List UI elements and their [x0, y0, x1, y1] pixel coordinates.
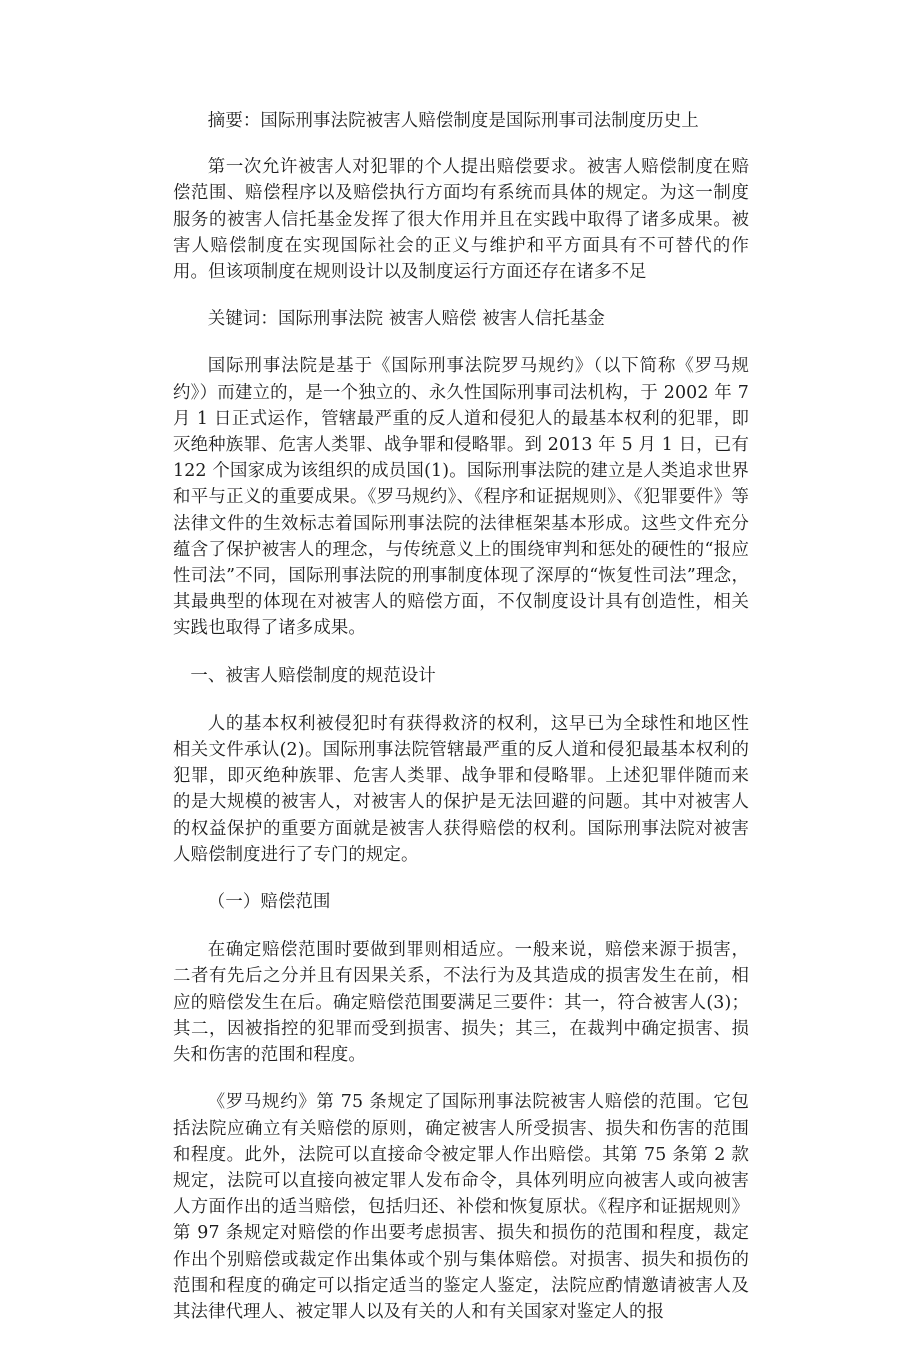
subsection-one-body-paragraph: 在确定赔偿范围时要做到罪则相适应。一般来说，赔偿来源于损害，二者有先后之分并且有因果关系，不法行为及其造成的损害发生在前，相应的赔偿发生在后。确定赔偿范围要满足三要件：其一，符合被害人(3)；其二，因被指控的犯罪而受到损害、损失；其三，在裁判中确定损害、损失和伤害的范围和程度。	[173, 940, 749, 1066]
abstract-body-paragraph: 第一次允许被害人对犯罪的个人提出赔偿要求。被害人赔偿制度在赔偿范围、赔偿程序以及赔偿执行方面均有系统而具体的规定。为这一制度服务的被害人信托基金发挥了很大作用并且在实践中取得了诸多成果。被害人赔偿制度在实现国际社会的正义与维护和平方面具有不可替代的作用。但该项制度在规则设计以及制度运行方面还存在诸多不足	[173, 157, 749, 283]
document-text-column	[173, 108, 749, 1346]
subsection-one-body-paragraph-two: 《罗马规约》第 75 条规定了国际刑事法院被害人赔偿的范围。它包括法院应确立有关赔偿的原则，确定被害人所受损害、损失和伤害的范围和程度。此外，法院可以直接命令被定罪人作出赔偿。其第 75 条第 2 款规定，法院可以直接向被定罪人发布命令，具体列明应向被害人或向被害人方面作出的适当赔偿，包括归还、补偿和恢复原状。《程序和证据规则》第 97 条规定对赔偿的作出要考虑损害、损失和损伤的范围和程度，裁定作出个别赔偿或裁定作出集体或个别与集体赔偿。对损害、损失和损伤的范围和程度的确定可以指定适当的鉴定人鉴定，法院应酌情邀请被害人及其法律代理人、被定罪人以及有关的人和有关国家对鉴定人的报	[173, 1092, 749, 1322]
keywords-line: 关键词：国际刑事法院 被害人赔偿 被害人信托基金	[207, 309, 606, 330]
section-heading-one: 一、被害人赔偿制度的规范设计	[190, 665, 436, 686]
section-one-body-paragraph: 人的基本权利被侵犯时有获得救济的权利，这早已为全球性和地区性相关文件承认(2)。国际刑事法院管辖最严重的反人道和侵犯最基本权利的犯罪，即灭绝种族罪、危害人类罪、战争罪和侵略罪。上述犯罪伴随而来的是大规模的被害人，对被害人的保护是无法回避的问题。其中对被害人的权益保护的重要方面就是被害人获得赔偿的权利。国际刑事法院对被害人赔偿制度进行了专门的规定。	[173, 713, 749, 865]
abstract-label-line: 摘要：国际刑事法院被害人赔偿制度是国际刑事司法制度历史上	[207, 111, 699, 131]
subsection-heading-one-scope: （一）赔偿范围	[207, 892, 331, 913]
introduction-paragraph: 国际刑事法院是基于《国际刑事法院罗马规约》（以下简称《罗马规约》）而建立的，是一个独立的、永久性国际刑事司法机构，于 2002 年 7 月 1 日正式运作，管辖最严重的反人道和侵犯人的最基本权利的犯罪，即灭绝种族罪、危害人类罪、战争罪和侵略罪。到 2013 年 5 月 1 日，已有 122 个国家成为该组织的成员国(1)。国际刑事法院的建立是人类追求世界和平与正义的重要成果。《罗马规约》、《程序和证据规则》、《犯罪要件》等法律文件的生效标志着国际刑事法院的法律框架基本形成。这些文件充分蕴含了保护被害人的理念，与传统意义上的围绕审判和惩处的硬性的“报应性司法”不同，国际刑事法院的刑事制度体现了深厚的“恢复性司法”理念，其最典型的体现在对被害人的赔偿方面，不仅制度设计具有创造性，相关实践也取得了诸多成果。	[173, 356, 749, 639]
